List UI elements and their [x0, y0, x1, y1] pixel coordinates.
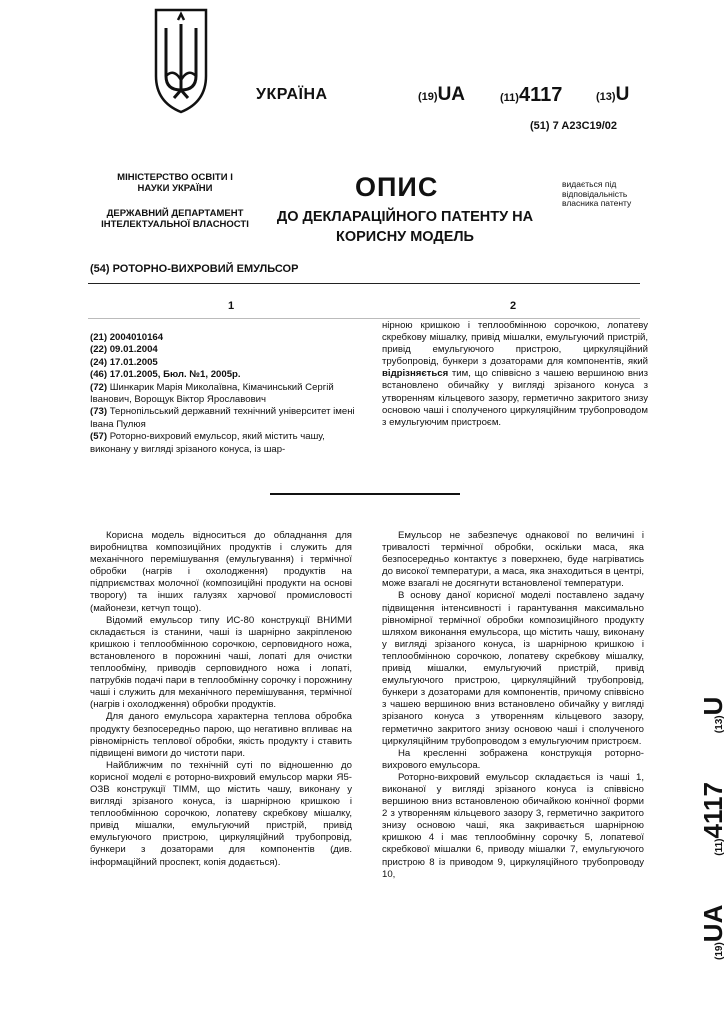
- side-code-19: UA: [698, 904, 728, 943]
- country-name: УКРАЇНА: [256, 86, 328, 103]
- code-19-prefix: (19): [418, 91, 438, 103]
- paragraph: На кресленні зображена конструкція роторно-вихрового емульсора.: [382, 747, 644, 771]
- side-code-11: 4117: [698, 782, 728, 839]
- paragraph: Роторно-вихровий емульсор складається із чаші 1, виконаної у вигляді зрізаного конуса із співвісно вершиною вниз встановленою обичайкою конічної форми 2 з утворенням кільцевого зазору 3, герметично закритого знизу основою чаші, яка закривається шарнірною кришкою 4 і має теплообмінну сорочку 5, лопатевої скребкової мішалки 6, приводу мішалки 7, емульгуючого пристрою 8 із приводом 9, циркуляційного трубопроводу 10,: [382, 771, 644, 880]
- code-13-prefix: (13): [596, 91, 616, 103]
- column-number-1: 1: [228, 300, 235, 312]
- code-19-value: UA: [437, 84, 466, 105]
- field-73-value: Тернопільський державний технічний університет імені Івана Пулюя: [90, 406, 355, 430]
- invention-title: (54) РОТОРНО-ВИХРОВИЙ ЕМУЛЬСОР: [90, 263, 299, 275]
- document-title: ОПИС: [355, 172, 439, 202]
- paragraph: Для даного емульсора характерна теплова обробка продукту безпосередньо парою, що негативно впливає на рівномірність теплової обробки, якість продукту і ставить підвищені вимоги до чистоти пари.: [90, 711, 352, 759]
- field-57-value: Роторно-вихровий емульсор, який містить чашу, виконану у вигляді зрізаного конуса, із шар-: [90, 431, 325, 455]
- side-patent-code-text: [698, 697, 728, 960]
- paragraph: Корисна модель відноситься до обладнання для виробництва композиційних продуктів і служить для механічного перемішування (емульгування) і термічної обробки (нагрів і охолодження) продуктів на підприємствах молочної (композиційні продукти на основі творогу) та інших галузях харчової промисловості (майонези, кетчуп тощо).: [90, 530, 352, 614]
- code-19: [418, 84, 465, 106]
- field-73: [90, 406, 356, 431]
- department-name: ДЕРЖАВНИЙ ДЕПАРТАМЕНТ ІНТЕЛЕКТУАЛЬНОЇ ВЛАСНОСТІ: [101, 208, 249, 230]
- claim-continuation: [382, 320, 648, 429]
- code-11: [500, 84, 562, 107]
- claim-text-before: нірною кришкою і теплообмінною сорочкою, лопатеву скребкову мішалку, привід мішалки, емульгуючий пристрій, привід емульгуючого пристрою, циркуляційний трубопровід, бункери з дозаторами для компонентів, який: [382, 320, 648, 368]
- coat-of-arms-icon: [150, 6, 212, 116]
- claim-text-after: тим, що співвісно з чашею вершиною вниз встановлено обичайку у вигляді зрізаного конуса з утворенням кільцевого зазору, герметично закритого знизу основою чаші і сполученого циркуляційним трубопроводом з емульгуючим пристроєм.: [382, 368, 648, 428]
- side-code-19-prefix: (19): [714, 942, 725, 960]
- paragraph: Відомий емульсор типу ИС-80 конструкції ВНИМИ складається із станини, чаші із шарнірно закріпленою кришкою і теплообмінною сорочкою, серповидного ножа, встановленого в порожнині чаші, лопаті для очистки теплообміну, приводів серповидного ножа і лопаті, патрубків подачі пари в теплообмінну сорочку і порожнину чаші і служить для механічного перемішування, термічної (нагрів і охолодження) обробки продуктів.: [90, 614, 352, 711]
- ministry-name: МІНІСТЕРСТВО ОСВІТИ І НАУКИ УКРАЇНИ: [117, 172, 233, 194]
- code-13-value: U: [615, 84, 630, 105]
- bibliographic-data: [90, 332, 356, 456]
- field-21: (21) 2004010164: [90, 332, 164, 343]
- side-code-13-prefix: (13): [714, 715, 725, 734]
- code-13: [596, 84, 629, 106]
- description-column-right: [382, 530, 644, 881]
- field-73-label: (73): [90, 406, 108, 418]
- column-number-2: 2: [510, 300, 517, 312]
- field-22: (22) 09.01.2004: [90, 344, 158, 356]
- document-subtitle: ДО ДЕКЛАРАЦІЙНОГО ПАТЕНТУ НА КОРИСНУ МОДЕЛЬ: [276, 209, 534, 245]
- responsibility-note: видається під відповідальність власника патенту: [562, 179, 632, 208]
- field-57-label: (57): [90, 431, 108, 443]
- section-divider: [270, 493, 460, 495]
- title-divider: [88, 283, 640, 284]
- field-72: [90, 382, 356, 407]
- field-46: (46) 17.01.2005, Бюл. №1, 2005р.: [90, 369, 241, 381]
- field-72-label: (72): [90, 381, 108, 393]
- side-code-13: U: [698, 696, 728, 716]
- code-11-prefix: (11): [500, 92, 519, 104]
- side-patent-code: [668, 600, 728, 960]
- claim-emphasis: відрізняється: [382, 368, 449, 380]
- column-header-divider: [88, 318, 640, 319]
- paragraph: Найближчим по технічній суті по відношенню до корисної моделі є роторно-вихровий емульсор марки Я5-ОЗВ конструкції ТІММ, що містить чашу, виконану у вигляді зрізаного конуса, із шарнірною кришкою і теплообмінною сорочкою, лопатеву скребкову мішалку, привід мішалки, емульгуючий пристрій, привід емульгуючого пристрою, циркуляційний трубопровід, бункери з дозаторами для компонентів (див. інформаційний проспект, копія додається).: [90, 759, 352, 868]
- description-column-left: [90, 530, 352, 869]
- side-code-11-prefix: (11): [714, 838, 725, 856]
- field-72-value: Шинкарик Марія Миколаївна, Кімачинський Сергій Іванович, Ворощук Віктор Ярославович: [90, 381, 334, 406]
- paragraph: В основу даної корисної моделі поставлено задачу підвищення інтенсивності і гарантування максимально рівномірної термічної обробки композиційного продукту шляхом виконання емульсора, що містить чашу, виконану у вигляді зрізаного конуса, із шарнірною кришкою і теплообмінною сорочкою, лопатеву скребкову мішалку, привід мішалки, емульгуючий пристрій, привід емульгуючого пристрою, циркуляційний трубопровід, бункери з дозаторами для компонентів, причому співвісно з чашею вершиною вниз встановлено обичайку у вигляді зрізаного конуса з утворенням кільцевого зазору, герметично закритого знизу основою чаші і сполученого циркуляційним трубопроводом з емульгуючим пристроєм.: [382, 590, 644, 747]
- paragraph: Емульсор не забезпечує однакової по величині і тривалості термічної обробки, оскільки маса, яка безпосередньо контактує з поверхнею, буде нагріватись до високої температури, а маса, яка знаходиться в центрі, може взагалі не досягнути встановленої температури.: [382, 530, 644, 590]
- ipc-classification: (51) 7 A23C19/02: [530, 120, 618, 132]
- field-24: (24) 17.01.2005: [90, 356, 158, 368]
- field-57: [90, 431, 356, 456]
- code-11-value: 4117: [518, 84, 563, 106]
